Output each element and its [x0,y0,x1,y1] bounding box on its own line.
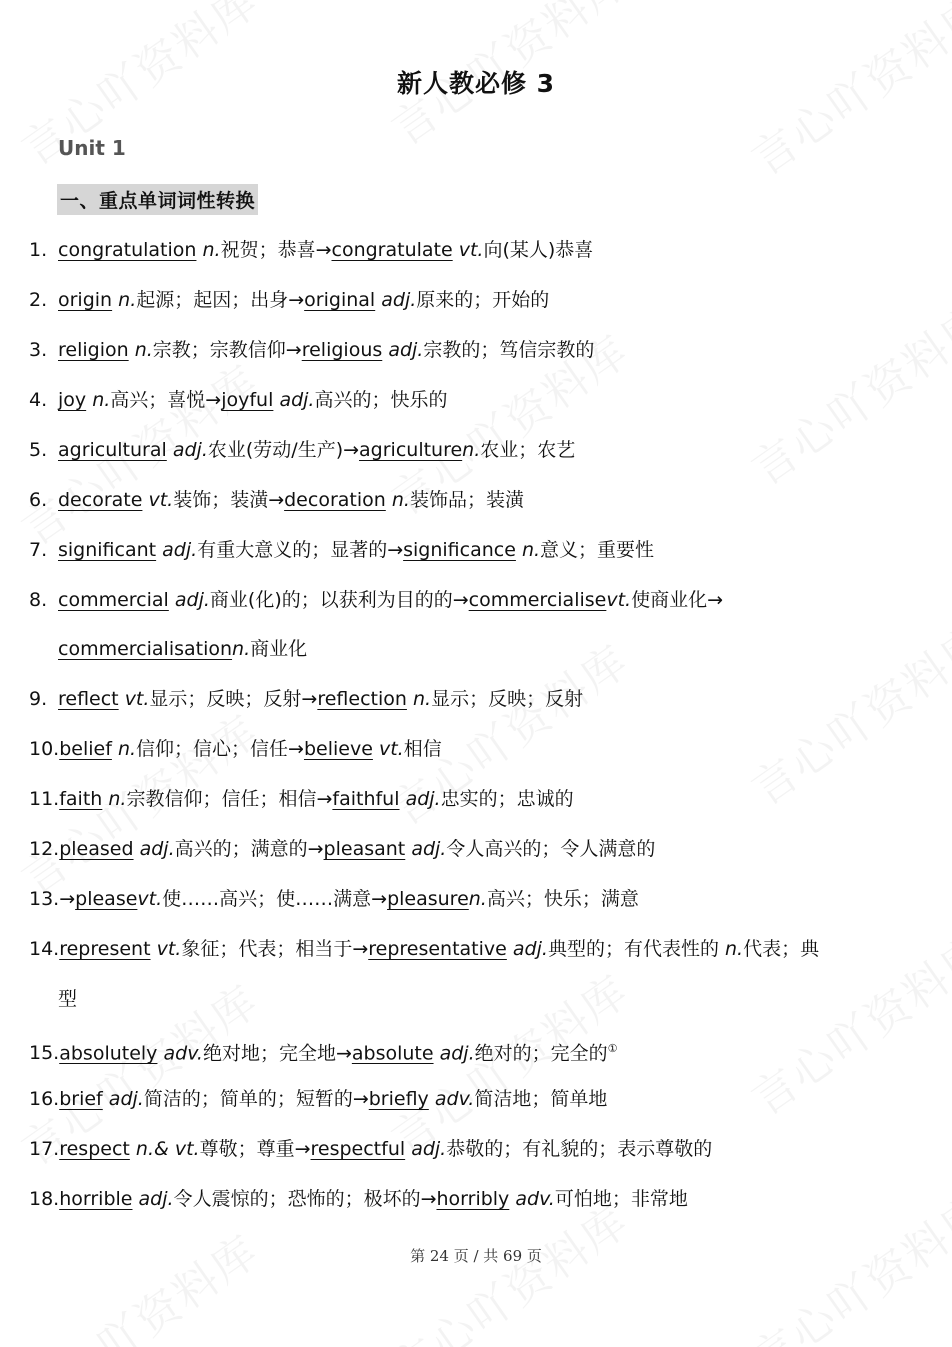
definition: 宗教的；笃信宗教的 [423,339,595,361]
part-of-speech: adj. [411,838,447,860]
section-heading: 一、重点单词词性转换 [57,184,258,215]
vocab-word: briefly [368,1088,429,1110]
definition: 有重大意义的；显著的→ [197,539,404,561]
item-number: 5. [29,439,48,461]
vocab-word: absolutely [59,1042,158,1065]
definition: 商业(化)的；以获利为目的的→ [209,589,469,611]
item-number: 15. [29,1042,60,1065]
item-number: 1. [29,239,48,261]
part-of-speech: n. [468,888,487,910]
vocab-word: faith [59,788,103,810]
definition: 装饰品；装潢 [409,489,524,511]
vocab-word: joy [58,389,87,411]
vocab-word: religious [301,339,383,361]
item-number: 4. [29,389,48,411]
vocab-word: please [75,888,138,910]
item-number: 7. [29,539,48,561]
vocab-word: joyful [221,389,274,411]
part-of-speech: vt. [378,738,404,760]
definition: 使……高兴；使……满意→ [162,888,388,910]
definition: 令人高兴的；令人满意的 [446,838,656,860]
definition: 显示；反映；反射→ [149,688,318,710]
part-of-speech: n. [232,638,251,660]
vocab-word: pleasant [323,838,406,860]
part-of-speech: n. [202,239,221,261]
part-of-speech: adj. [174,589,210,611]
watermark [737,607,952,818]
list-item [29,1134,712,1164]
part-of-speech: n.& vt. [135,1138,200,1160]
definition: 可怕地；非常地 [554,1188,688,1210]
definition: 使商业化→ [631,589,723,611]
list-item [29,1034,618,1064]
list-item [29,535,654,565]
part-of-speech: vt. [606,589,632,611]
vocab-word: brief [59,1088,103,1110]
vocab-word: respect [59,1138,130,1160]
list-item-continuation [58,634,307,664]
part-of-speech: n. [92,389,111,411]
part-of-speech: adv. [163,1042,203,1065]
item-number: 17. [29,1138,60,1160]
vocab-word: congratulation [58,239,197,261]
part-of-speech: n. [412,688,432,710]
part-of-speech: adj. [138,1188,174,1210]
list-item [29,235,593,265]
definition: 起源；起因；出身→ [136,289,305,311]
item-number: 10. [29,738,60,760]
vocab-word: commercial [58,589,169,611]
part-of-speech: adj. [162,539,198,561]
list-item [29,684,583,714]
part-of-speech: n. [521,539,541,561]
part-of-speech: adj. [108,1088,144,1110]
vocab-word: belief [59,738,112,760]
item-number: 3. [29,339,48,361]
list-item [29,1084,607,1114]
definition: 典型的；有代表性的 [547,938,719,960]
part-of-speech: adj. [388,339,424,361]
page-title: 新人教必修 3 [396,69,556,98]
list-item [29,285,549,315]
part-of-speech: n. [117,738,137,760]
vocab-word: congratulate [331,239,453,261]
item-number: 13. [29,888,60,910]
item-number: 14. [29,938,60,960]
list-item [29,834,655,864]
list-item [29,784,574,814]
list-item [29,734,442,764]
list-item [29,335,594,365]
item-number: 18. [29,1188,60,1210]
part-of-speech: vt. [124,688,150,710]
definition: 向(某人)恭喜 [483,239,594,261]
vocab-word: faithful [332,788,400,810]
unit-label: Unit 1 [58,136,126,160]
list-item [29,585,723,615]
part-of-speech: n. [134,339,153,361]
arrow: → [59,888,76,910]
part-of-speech: adj. [279,389,315,411]
definition: 商业化 [250,638,308,660]
vocab-word: agriculture [359,439,463,461]
part-of-speech: adj. [139,838,175,860]
vocab-word: horribly [436,1188,510,1210]
definition: 高兴的；满意的→ [174,838,324,860]
item-number: 16. [29,1088,60,1110]
part-of-speech: vt. [137,888,163,910]
definition: 意义；重要性 [540,539,655,561]
part-of-speech: vt. [458,239,484,261]
definition: 高兴；快乐；满意 [486,888,639,910]
definition: 农业；农艺 [480,439,576,461]
definition: 令人震惊的；恐怖的；极坏的→ [173,1188,437,1210]
definition: 简洁地；简单地 [474,1088,608,1110]
definition: 型 [58,988,78,1010]
list-item [29,934,819,964]
part-of-speech: adj. [411,1138,447,1160]
part-of-speech: adv. [515,1188,555,1210]
item-number: 12. [29,838,60,860]
item-number: 2. [29,289,48,311]
part-of-speech: n. [725,938,744,960]
part-of-speech: adv. [434,1088,475,1110]
definition: 宗教；宗教信仰→ [152,339,302,361]
part-of-speech: adj. [172,439,208,461]
part-of-speech: vt. [148,489,174,511]
part-of-speech: n. [118,289,137,311]
definition: 尊敬；尊重→ [199,1138,311,1160]
list-item [29,385,447,415]
part-of-speech: n. [462,439,481,461]
part-of-speech: vt. [156,938,182,960]
item-number: 6. [29,489,48,511]
definition: 农业(劳动/生产)→ [207,439,360,461]
definition: 代表；典 [743,938,820,960]
vocab-word: horrible [59,1188,133,1210]
vocab-word: decorate [58,489,143,511]
vocab-word: pleased [59,838,134,860]
part-of-speech: adj. [439,1042,475,1065]
definition: 高兴的；快乐的 [314,389,448,411]
vocab-word: reflection [317,688,407,710]
watermark [737,287,952,498]
definition: 祝贺；恭喜→ [220,239,332,261]
list-item-continuation [58,984,77,1014]
vocab-word: representative [368,938,507,960]
footnote-marker: ① [607,1042,618,1055]
vocab-word: absolute [351,1042,434,1065]
part-of-speech: adj. [512,938,548,960]
vocab-word: commercialisation [58,638,233,660]
definition: 相信 [403,738,442,760]
vocab-word: respectful [310,1138,406,1160]
vocab-word: agricultural [58,439,167,461]
part-of-speech: adj. [405,788,441,810]
watermark [7,1217,270,1347]
item-number: 11. [29,788,60,810]
part-of-speech: adj. [381,289,417,311]
definition: 忠实的；忠诚的 [440,788,574,810]
definition: 绝对的；完全的 [474,1042,608,1065]
list-item [29,884,639,914]
list-item [29,435,575,465]
vocab-word: decoration [284,489,386,511]
part-of-speech: n. [391,489,410,511]
vocab-word: significant [58,539,157,561]
vocab-word: reflect [58,688,119,710]
definition: 简洁的；简单的；短暂的→ [143,1088,369,1110]
item-number: 9. [29,688,48,710]
definition: 象征；代表；相当于→ [181,938,369,960]
definition: 原来的；开始的 [416,289,550,311]
list-item [29,485,524,515]
definition: 高兴；喜悦→ [110,389,222,411]
part-of-speech: n. [108,788,127,810]
definition: 宗教信仰；信任；相信→ [126,788,333,810]
page-footer: 第 24 页 / 共 69 页 [410,1247,542,1265]
definition: 绝对地；完全地→ [202,1042,352,1065]
definition: 信仰；信心；信任→ [136,738,304,760]
vocab-word: significance [403,539,516,561]
item-number: 8. [29,589,48,611]
vocab-word: commercialise [468,589,607,611]
vocab-word: represent [59,938,151,960]
vocab-word: original [304,289,376,311]
vocab-word: believe [303,738,373,760]
vocab-word: pleasure [387,888,469,910]
list-item [29,1184,688,1214]
definition: 装饰；装潢→ [173,489,285,511]
definition: 恭敬的；有礼貌的；表示尊敬的 [446,1138,713,1160]
definition: 显示；反映；反射 [431,688,584,710]
vocab-word: religion [58,339,129,361]
vocab-word: origin [58,289,113,311]
